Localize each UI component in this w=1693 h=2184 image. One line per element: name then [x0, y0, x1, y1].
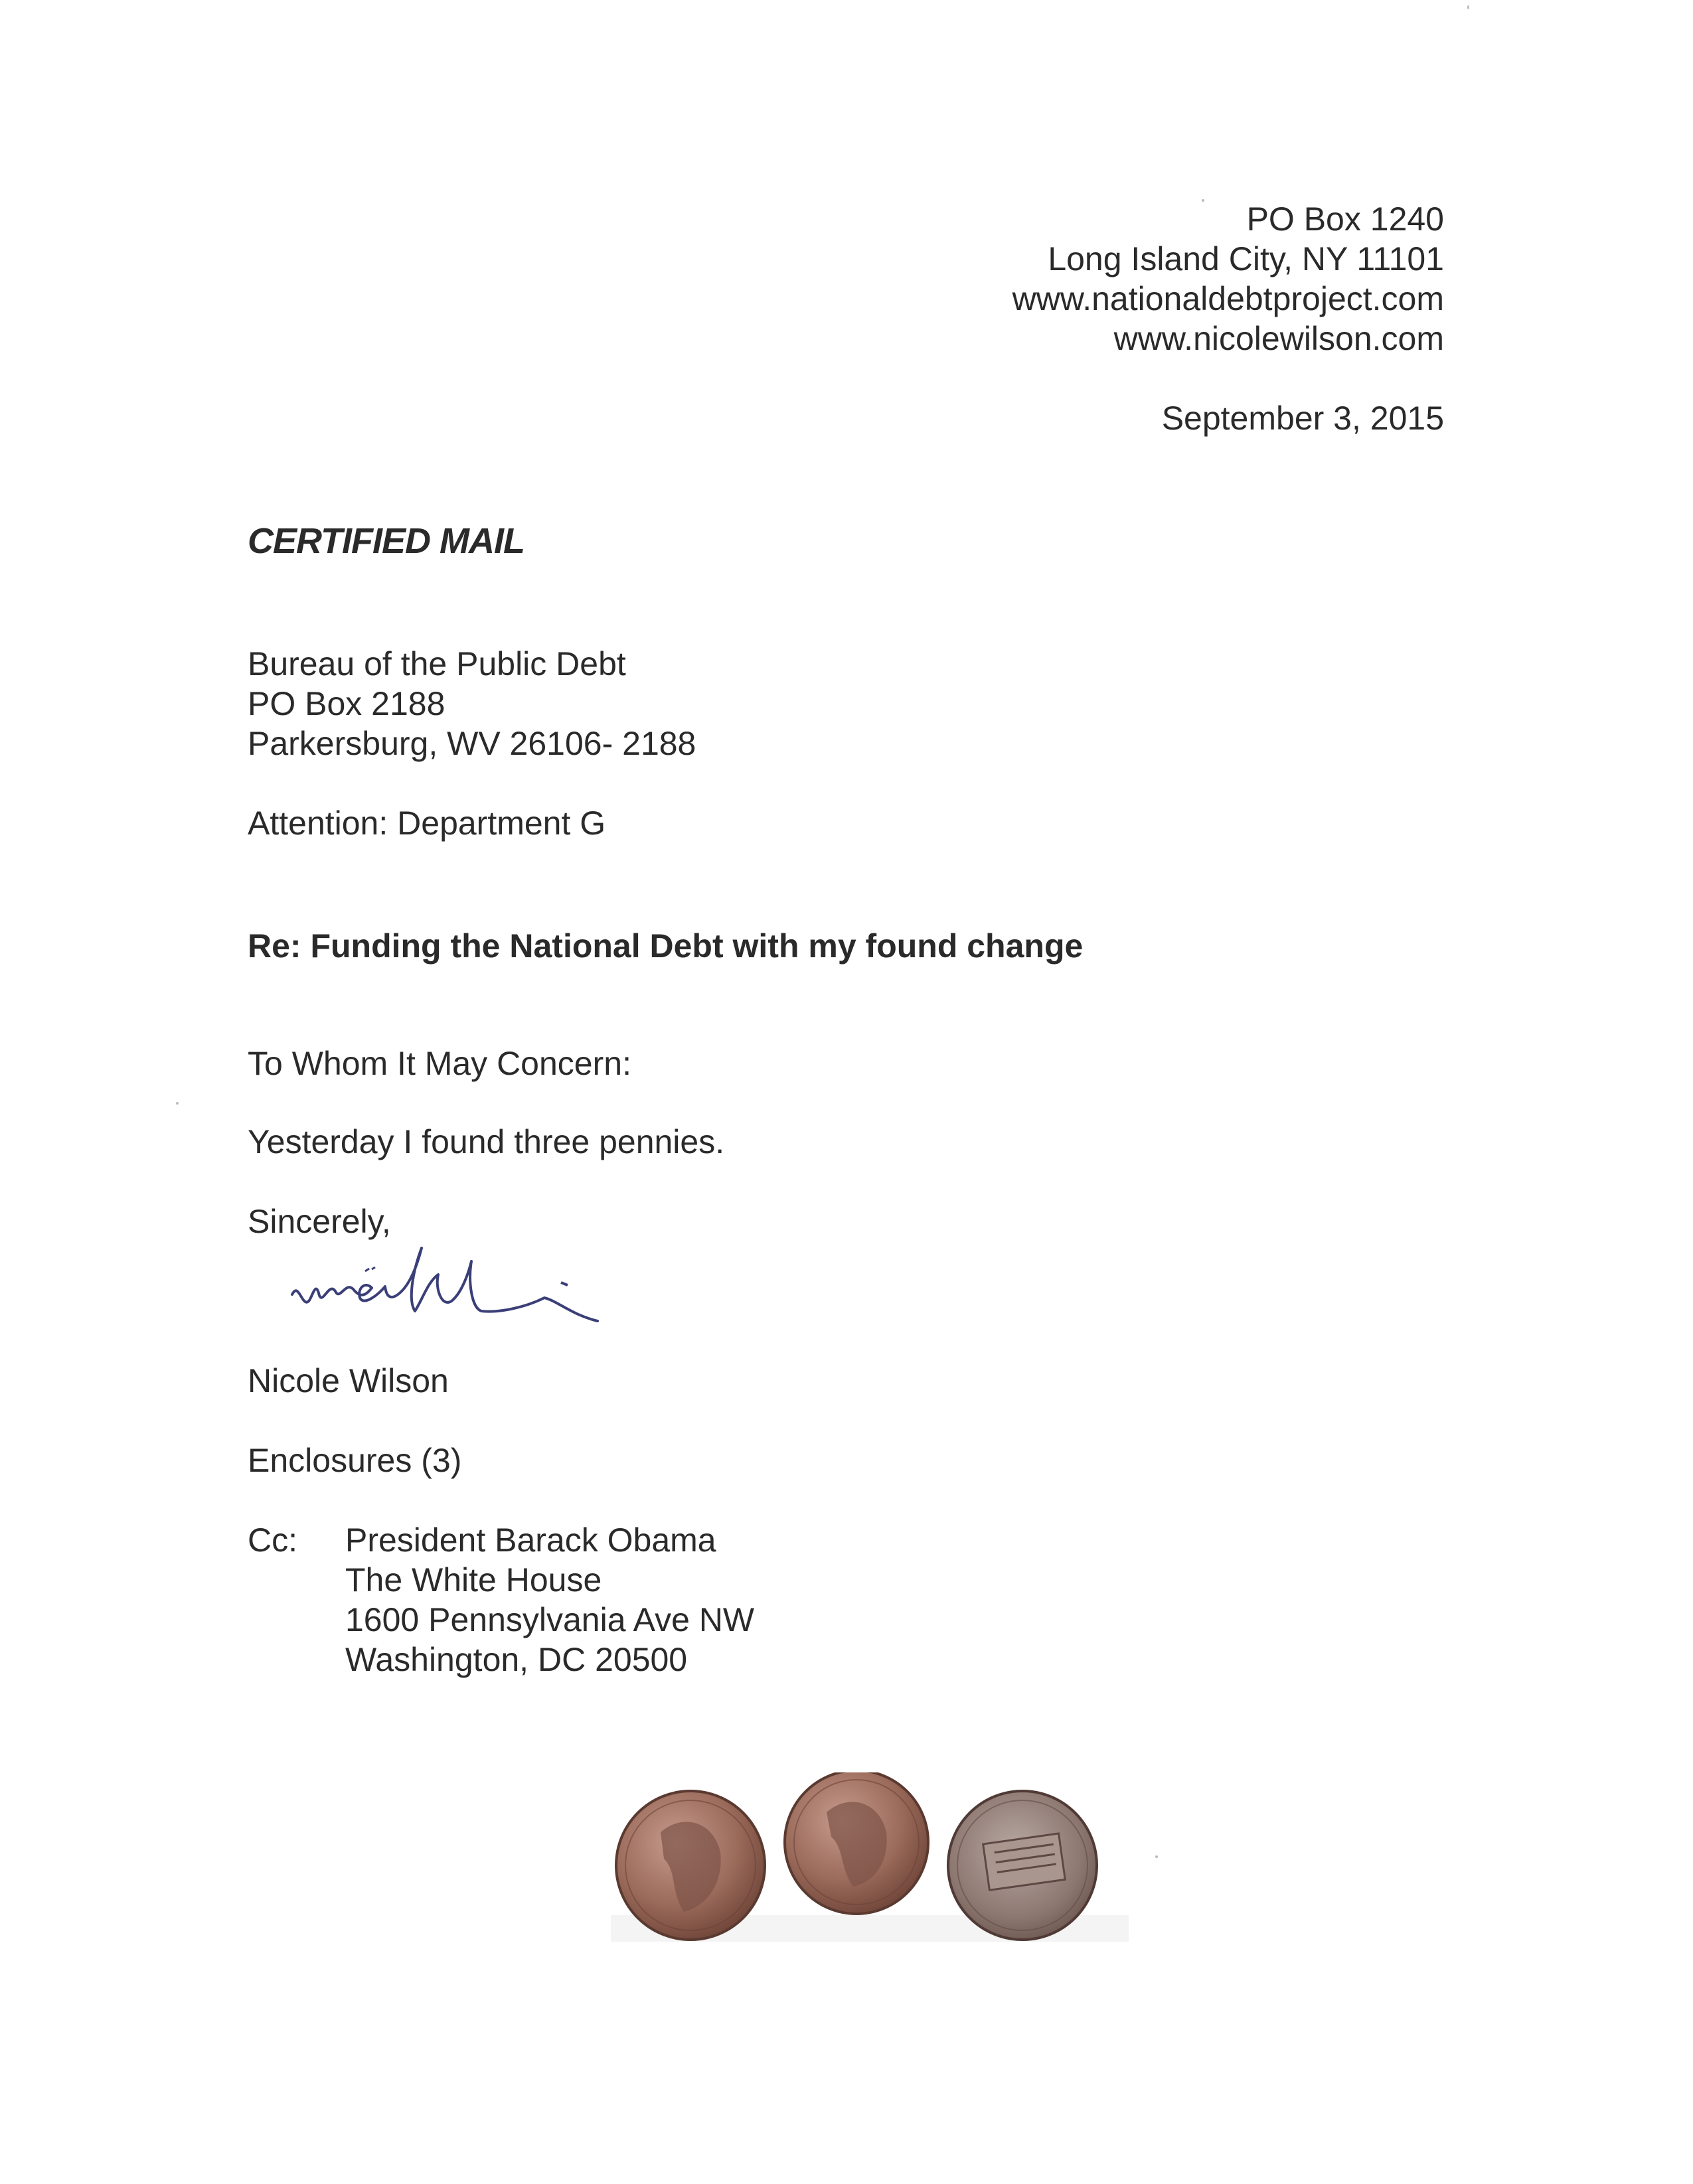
cc-address — [345, 1520, 754, 1679]
cc-line: The White House — [345, 1561, 602, 1599]
body-text: Yesterday I found three pennies. — [248, 1123, 725, 1160]
cc-line: 1600 Pennsylvania Ave NW — [345, 1601, 755, 1638]
enclosed-pennies — [598, 1772, 1142, 1972]
attention-line: Attention: Department G — [248, 805, 606, 842]
recipient-po-box: PO Box 2188 — [248, 685, 445, 722]
sender-city-line: Long Island City, NY 11101 — [1048, 240, 1444, 277]
cc-line: President Barack Obama — [345, 1521, 716, 1559]
cc-label: Cc: — [248, 1521, 297, 1559]
subject-line: Re: Funding the National Debt with my found change — [248, 927, 1084, 965]
recipient-name: Bureau of the Public Debt — [248, 645, 626, 682]
sender-website-2: www.nicolewilson.com — [1113, 320, 1444, 357]
handwritten-signature — [279, 1235, 624, 1341]
sender-address — [1012, 199, 1444, 358]
scan-speck — [176, 1102, 179, 1105]
letter-date: September 3, 2015 — [1161, 400, 1444, 437]
cc-line: Washington, DC 20500 — [345, 1641, 688, 1678]
penny-obverse-1 — [616, 1791, 765, 1940]
certified-mail-heading: CERTIFIED MAIL — [248, 521, 524, 561]
signer-name: Nicole Wilson — [248, 1362, 449, 1399]
scan-speck — [1467, 5, 1469, 9]
penny-obverse-2 — [785, 1772, 928, 1914]
penny-reverse — [948, 1791, 1097, 1940]
closing: Sincerely, — [248, 1203, 391, 1240]
enclosures-line: Enclosures (3) — [248, 1442, 462, 1479]
sender-website-1: www.nationaldebtproject.com — [1012, 280, 1444, 317]
salutation: To Whom It May Concern: — [248, 1045, 631, 1082]
sender-po-box: PO Box 1240 — [1246, 200, 1444, 238]
recipient-city-line: Parkersburg, WV 26106- 2188 — [248, 725, 696, 762]
recipient-address — [248, 644, 696, 763]
scan-speck — [1202, 199, 1204, 202]
scan-speck — [1155, 1855, 1158, 1858]
